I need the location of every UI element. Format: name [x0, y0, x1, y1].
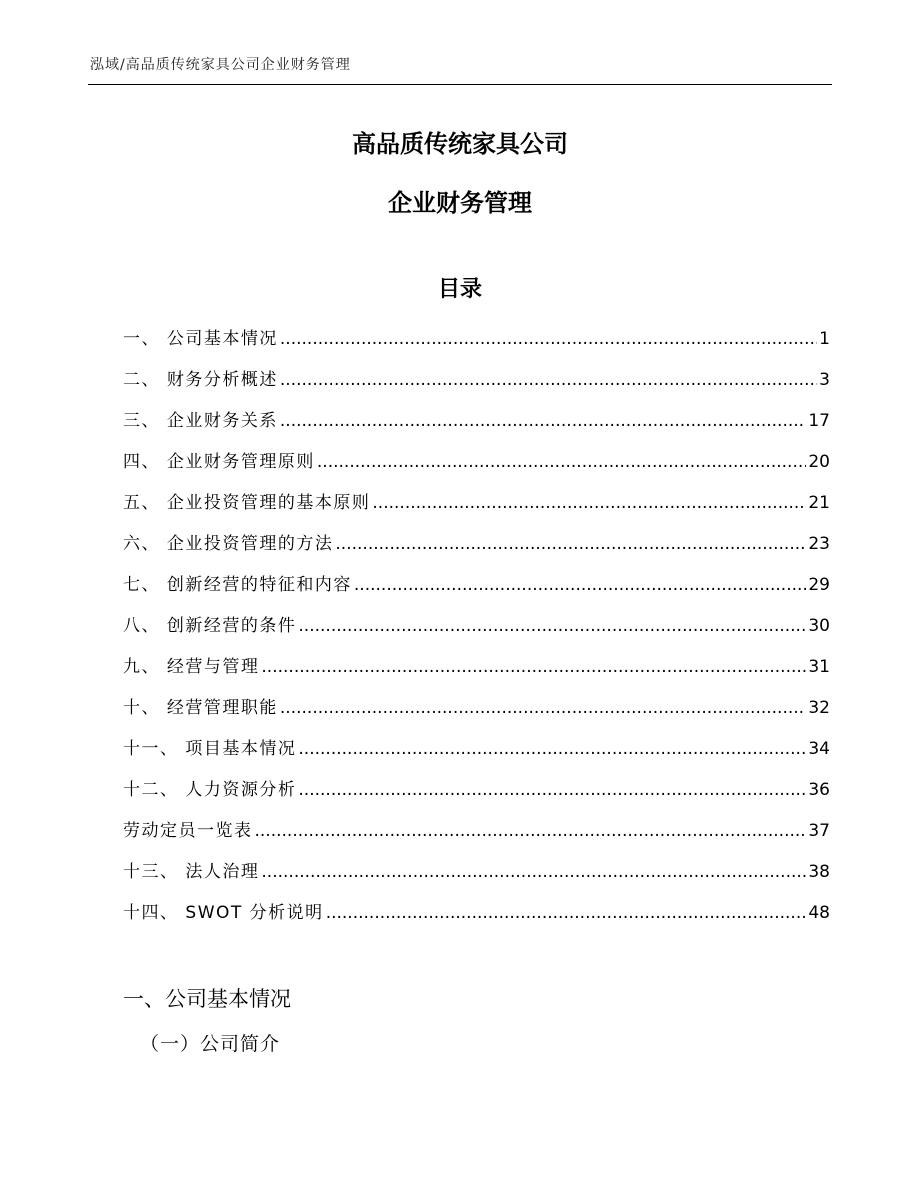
subsection-heading: （一）公司简介 [140, 1033, 281, 1055]
toc-entry[interactable] [123, 447, 830, 488]
toc-entry-label: 九、 经营与管理 [123, 657, 260, 677]
toc-leader-dots [298, 616, 806, 636]
toc-entry-label: 七、 创新经营的特征和内容 [123, 575, 352, 595]
toc-entry-label: 十三、 法人治理 [123, 862, 260, 882]
toc-entry-label: 一、 公司基本情况 [123, 329, 278, 349]
toc-entry[interactable] [123, 693, 830, 734]
toc-page-number: 3 [819, 370, 830, 390]
toc-leader-dots [372, 493, 806, 513]
toc-entry-label: 四、 企业财务管理原则 [123, 452, 315, 472]
toc-title: 目录 [437, 277, 482, 302]
toc-entry-label: 六、 企业投资管理的方法 [123, 534, 334, 554]
toc-entry[interactable] [123, 775, 830, 816]
toc-page-number: 29 [808, 575, 830, 595]
toc-entry[interactable] [123, 816, 830, 857]
toc-entry-label: 三、 企业财务关系 [123, 411, 278, 431]
toc-leader-dots [280, 698, 806, 718]
toc-entry-label: 五、 企业投资管理的基本原则 [123, 493, 371, 513]
toc-page-number: 30 [808, 616, 830, 636]
toc-page-number: 32 [808, 698, 830, 718]
toc-page-number: 1 [819, 329, 830, 349]
toc-entry[interactable] [123, 570, 830, 611]
toc-leader-dots [335, 534, 806, 554]
toc-page-number: 23 [808, 534, 830, 554]
toc-entry[interactable] [123, 529, 830, 570]
toc-page-number: 31 [808, 657, 830, 677]
header-divider [88, 84, 832, 85]
toc-page-number: 38 [808, 862, 830, 882]
toc-entry-label: 八、 创新经营的条件 [123, 616, 297, 636]
toc-entry[interactable] [123, 857, 830, 898]
toc-page-number: 37 [808, 821, 830, 841]
toc-page-number: 21 [808, 493, 830, 513]
toc-entry[interactable] [123, 324, 830, 365]
toc-entry-label: 劳动定员一览表 [123, 821, 253, 841]
toc-entry-label: 十、 经营管理职能 [123, 698, 278, 718]
toc-leader-dots [280, 370, 817, 390]
section-heading: 一、公司基本情况 [123, 987, 291, 1011]
toc-page-number: 34 [808, 739, 830, 759]
toc-leader-dots [280, 411, 806, 431]
toc-leader-dots [354, 575, 806, 595]
toc-entry[interactable] [123, 734, 830, 775]
toc-page-number: 36 [808, 780, 830, 800]
document-subtitle: 企业财务管理 [388, 189, 532, 217]
toc-page-number: 48 [808, 903, 830, 923]
toc-leader-dots [261, 657, 806, 677]
toc-leader-dots [298, 780, 806, 800]
toc-entry-label: 十二、 人力资源分析 [123, 780, 297, 800]
toc-entry[interactable] [123, 898, 830, 939]
toc-entry-label: 二、 财务分析概述 [123, 370, 278, 390]
toc-entry[interactable] [123, 365, 830, 406]
table-of-contents [123, 324, 830, 939]
toc-entry[interactable] [123, 611, 830, 652]
toc-leader-dots [298, 739, 806, 759]
toc-page-number: 20 [808, 452, 830, 472]
toc-page-number: 17 [808, 411, 830, 431]
toc-leader-dots [261, 862, 806, 882]
toc-leader-dots [326, 903, 807, 923]
toc-leader-dots [255, 821, 807, 841]
toc-entry[interactable] [123, 652, 830, 693]
toc-leader-dots [317, 452, 806, 472]
toc-entry[interactable] [123, 406, 830, 447]
toc-leader-dots [280, 329, 817, 349]
toc-entry-label: 十四、 SWOT 分析说明 [123, 903, 324, 923]
running-header: 泓域/高品质传统家具公司企业财务管理 [90, 57, 351, 73]
toc-entry-label: 十一、 项目基本情况 [123, 739, 297, 759]
toc-entry[interactable] [123, 488, 830, 529]
document-title: 高品质传统家具公司 [352, 130, 568, 158]
